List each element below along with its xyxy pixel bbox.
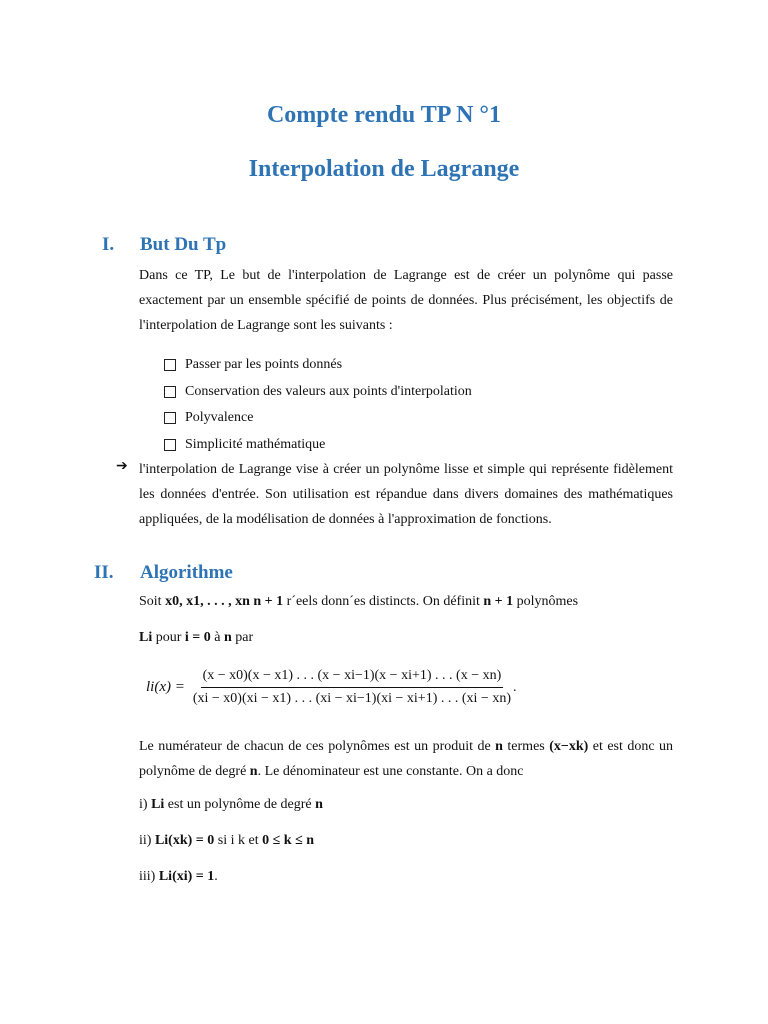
polynomial-def-line: Li pour i = 0 à n par: [139, 630, 254, 645]
list-item: Simplicité mathématique: [164, 432, 472, 459]
property-2: ii) Li(xk) = 0 si i k et 0 ≤ k ≤ n: [139, 833, 315, 848]
formula-numerator: (x − x0)(x − x1) . . . (x − xi−1)(x − xi+1) . . . (x − xn): [201, 668, 504, 688]
intro-paragraph: Dans ce TP, Le but de l'interpolation de Lagrange est de créer un polynôme qui passe exactement par un ensemble spécifié de points de données. Plus précisément, les objectifs de l'interpolation de Lagrange sont les suivants :: [139, 268, 673, 333]
document-subtitle: Interpolation de Lagrange: [248, 156, 520, 182]
definition-line: Soit x0, x1, . . . , xn n + 1 r´eels donn´es distincts. On définit n + 1 polynômes: [139, 594, 579, 609]
formula-fraction: [191, 668, 513, 707]
checkbox-icon: [164, 386, 176, 398]
arrow-icon: ➔: [116, 459, 128, 474]
section-heading-algorithme: [94, 562, 233, 584]
list-item: Passer par les points donnés: [164, 352, 472, 379]
objectives-list: [164, 352, 472, 458]
section-heading-but: [102, 234, 226, 256]
section-number: I.: [102, 234, 115, 255]
formula-end: .: [512, 679, 517, 695]
list-item: Polyvalence: [164, 405, 472, 432]
property-3: iii) Li(xi) = 1.: [139, 869, 218, 884]
section-title: But Du Tp: [140, 234, 227, 255]
checkbox-icon: [164, 439, 176, 451]
checkbox-icon: [164, 412, 176, 424]
property-1: i) Li est un polynôme de degré n: [139, 797, 323, 812]
section-title: Algorithme: [140, 562, 233, 583]
section-number: II.: [94, 562, 114, 583]
lagrange-formula: [146, 668, 516, 707]
document-title: Compte rendu TP N °1: [266, 102, 502, 128]
numerator-paragraph: Le numérateur de chacun de ces polynômes est un produit de n termes (x−xk) et est donc un polynôme de degré n. Le dénominateur est une constante. On a donc: [139, 739, 674, 779]
checkbox-icon: [164, 359, 176, 371]
formula-denominator: (xi − x0)(xi − x1) . . . (xi − xi−1)(xi − xi+1) . . . (xi − xn): [192, 691, 511, 706]
formula-lhs: li(x) =: [146, 679, 185, 695]
list-item: Conservation des valeurs aux points d'interpolation: [164, 379, 472, 406]
conclusion-paragraph: l'interpolation de Lagrange vise à créer un polynôme lisse et simple qui représente fidèlement les données d'entrée. Son utilisation est répandue dans divers domaines des mathématiques appliquées, de la modélisation de données à l'approximation de fonctions.: [139, 462, 673, 527]
